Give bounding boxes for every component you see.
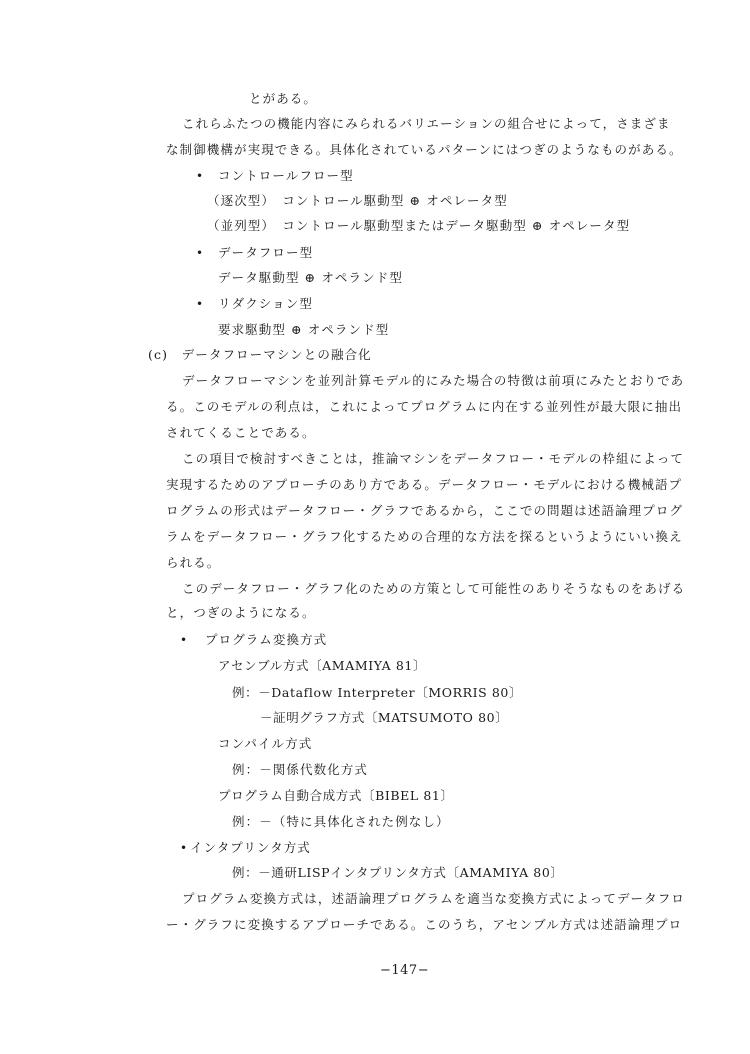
text-line: ラムをデータフロー・グラフ化するための合理的な方法を探るというようにいい換え: [166, 529, 683, 544]
bullet: •: [180, 841, 188, 855]
text-line: プログラム変換方式: [205, 632, 328, 647]
text-line: リダクション型: [218, 296, 313, 311]
text-line: コンパイル方式: [218, 736, 313, 751]
text-line: データフローマシンを並列計算モデル的にみた場合の特徴は前項にみたとおりであ: [182, 373, 685, 388]
text-line: されてくることである。: [166, 425, 316, 440]
text-line: この項目で検討すべきことは，推論マシンをデータフロー・モデルの枠組によって: [182, 451, 685, 466]
text-line: と，つぎのようになる。: [166, 605, 316, 620]
text-line: コントロールフロー型: [218, 168, 354, 183]
text-line: データ駆動型 ⊕ オペランド型: [218, 270, 403, 285]
text-line: ー・グラフに変換するアプローチである。このうち，アセンブル方式は述語論理プロ: [166, 917, 683, 932]
text-line: －証明グラフ方式〔MATSUMOTO 80〕: [260, 710, 509, 725]
section-heading: (c) データフローマシンとの融合化: [148, 347, 372, 362]
bullet: •: [196, 297, 204, 311]
text-line: 例：－（特に具体化された例なし）: [232, 814, 450, 829]
text-line: られる。: [166, 555, 221, 570]
text-line: 要求駆動型 ⊕ オペランド型: [218, 322, 390, 337]
text-line: とがある。: [249, 91, 318, 106]
text-line: プログラム自動合成方式〔BIBEL 81〕: [218, 788, 454, 803]
text-line: プログラム変換方式は，述語論理プログラムを適当な変換方式によってデータフロ: [182, 891, 685, 906]
text-line: な制御機構が実現できる。具体化されているパターンにはつぎのようなものがある。: [166, 142, 683, 157]
text-line: 例：－通研LISPインタプリンタ方式〔AMAMIYA 80〕: [232, 865, 564, 880]
bullet: •: [180, 633, 188, 647]
text-line: る。このモデルの利点は，これによってプログラムに内在する並列性が最大限に抽出: [166, 399, 683, 414]
page-number: −147−: [380, 963, 430, 978]
text-line: インタプリンタ方式: [190, 840, 311, 855]
text-line: アセンブル方式〔AMAMIYA 81〕: [218, 658, 427, 673]
text-line: 実現するためのアプローチのあり方である。データフロー・モデルにおける機械語プ: [166, 477, 683, 492]
bullet: •: [196, 246, 204, 260]
text-line: （並列型） コントロール駆動型またはデータ駆動型 ⊕ オペレータ型: [207, 218, 631, 233]
text-line: ログラムの形式はデータフロー・グラフであるから，ここでの問題は述語論理プログ: [166, 503, 684, 518]
text-line: これらふたつの機能内容にみられるバリエーションの組合せによって，さまざま: [182, 116, 671, 131]
text-line: （逐次型） コントロール駆動型 ⊕ オペレータ型: [207, 193, 508, 208]
text-line: 例：－関係代数化方式: [232, 762, 369, 777]
text-line: データフロー型: [218, 245, 314, 260]
text-line: このデータフロー・グラフ化のための方策として可能性のありそうなものをあげる: [182, 581, 686, 596]
text-line: 例：－Dataflow Interpreter〔MORRIS 80〕: [232, 685, 523, 700]
bullet: •: [196, 169, 204, 183]
